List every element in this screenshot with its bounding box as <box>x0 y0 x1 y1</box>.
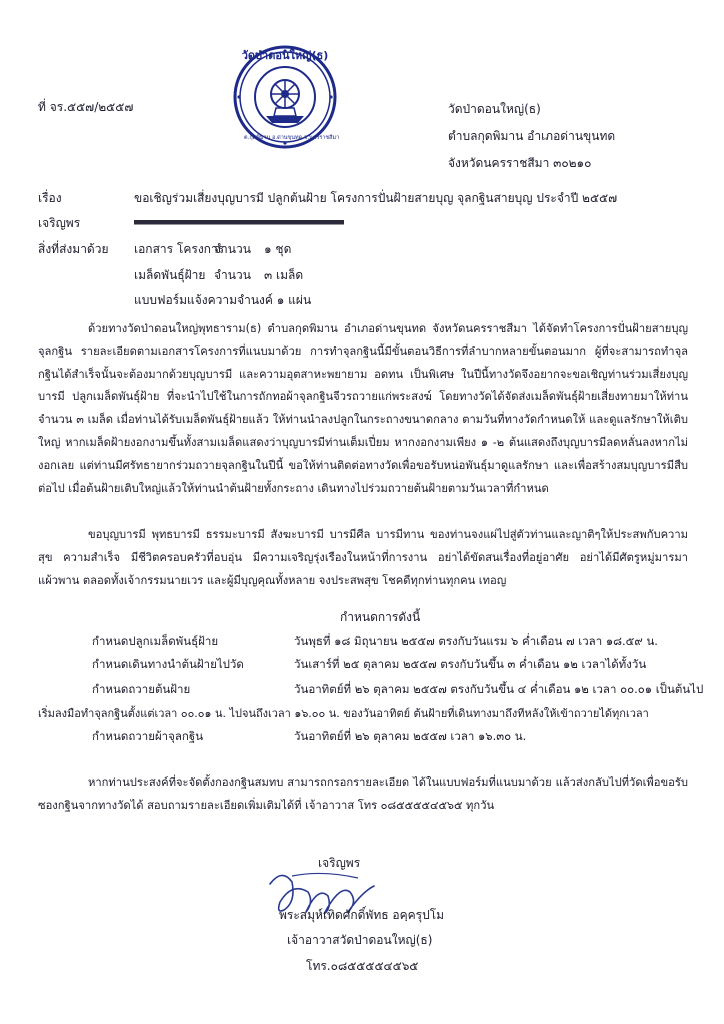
attachment-unit: จำนวน <box>214 242 251 256</box>
attachments-label: สิ่งที่ส่งมาด้วย <box>38 242 109 256</box>
subject-label: เรื่อง <box>38 191 62 205</box>
signature-greeting: เจริญพร <box>318 856 361 870</box>
sender-address-block <box>448 96 615 177</box>
attachment-unit: จำนวน <box>214 268 251 282</box>
schedule-item-value: วันอาทิตย์ที่ ๒๖ ตุลาคม ๒๕๕๗ ตรงกับวันขึ้น ๔ ค่ำเดือน ๑๒ เวลา ๐๐.๐๑ เป็นต้นไป <box>294 682 704 696</box>
body-paragraph-1: ด้วยทางวัดป่าดอนใหญ่พุทธาราม(ธ) ตำบลกุดพิมาน อำเภอด่านขุนทด จังหวัดนครราชสีมา ได้จัดทำโครงการปั่นฝ้ายสายบุญจุลกฐิน รายละเอียดตามเอกสารโครงการที่แนบมาด้วย การทำจุลกฐินนี้มีขั้นตอนวิธีการที่ลำบากหลายขั้นตอนมาก ผู้ที่จะสามารถทำจุลกฐินได้สำเร็จนั้นจะต้องมากด้วยบุญบารมี และความอุตสาหะพยายาม อดทน เป็นพิเศษ ในปีนี้ทางวัดจึงอยากจะขอเชิญท่านร่วมเสี่ยงบุญบารมี ปลูกเมล็ดพันธุ์ฝ้าย ที่จะนำไปใช้ในการถักทอผ้าจุลกฐินจีวรถวายแก่พระสงฆ์ โดยทางวัดได้จัดส่งเมล็ดพันธุ์ฝ้ายเสี่ยงทายมาให้ท่าน จำนวน ๓ เมล็ด เมื่อท่านได้รับเมล็ดพันธุ์ฝ้ายแล้ว ให้ท่านนำลงปลูกในกระถางขนาดกลาง ตามวันที่ทางวัดกำหนดให้ และดูแลรักษาให้เติบใหญ่ หากเมล็ดฝ้ายงอกงามขึ้นทั้งสามเมล็ดแสดงว่าบุญบารมีท่านเต็มเปี่ยม หากงอกงามเพียง ๑ -๒ ต้นแสดงถึงบุญบารมีลดหลั่นลงหากไม่งอกเลย แต่ท่านมีศรัทธายากร่วมถวายจุลกฐินในปีนี้ ขอให้ท่านติดต่อทางวัดเพื่อขอรับหน่อพันธุ์มาดูแลรักษา และเพื่อสร้างสมบุญบารมีสืบต่อไป เมื่อต้นฝ้ายเติบใหญ่แล้วให้ท่านนำต้นฝ้ายทั้งกระถาง เดินทางไปร่วมถวายต้นฝ้ายตามวันเวลาที่กำหนด <box>38 322 688 495</box>
subject-text: ขอเชิญร่วมเสี่ยงบุญบารมี ปลูกต้นฝ้าย โครงการปั่นฝ้ายสายบุญ จุลกฐินสายบุญ ประจำปี ๒๕๕๗ <box>134 191 618 205</box>
schedule-item-value: วันพุธที่ ๑๘ มิถุนายน ๒๕๕๗ ตรงกับวันแรม ๖ ค่ำเดือน ๗ เวลา ๑๘.๕๙ น. <box>294 634 658 648</box>
signer-title: เจ้าอาวาสวัดป่าดอนใหญ่(ธ) <box>287 933 433 947</box>
schedule-item-label: กำหนดปลูกเมล็ดพันธุ์ฝ้าย <box>92 634 219 648</box>
schedule-note: เริ่มลงมือทำจุลกฐินตั้งแต่เวลา ๐๐.๐๑ น. ไปจนถึงเวลา ๑๖.๐๐ น. ของวันอาทิตย์ ต้นฝ้ายที่เดินทางมาถึงทีหลังให้เข้าถวายได้ทุกเวลา <box>38 707 649 720</box>
schedule-title: กำหนดการดังนี้ <box>340 610 421 624</box>
schedule-item-label: กำหนดเดินทางนำต้นฝ้ายไปวัด <box>92 657 244 671</box>
signer-phone: โทร.๐๘๕๕๕๕๔๕๖๕ <box>306 959 419 973</box>
org-address-line2: จังหวัดนครราชสีมา ๓๐๒๑๐ <box>448 156 592 170</box>
to-label: เจริญพร <box>38 216 81 230</box>
closing-paragraph: หากท่านประสงค์ที่จะจัดตั้งกองกฐินสมทบ สามารถกรอกรายละเอียด ได้ในแบบฟอร์มที่แนบมาด้วย แล้วส่งกลับไปที่วัดเพื่อขอรับซองกฐินจากทางวัดได้ สอบถามรายละเอียดเพิ่มเติมได้ที่ เจ้าอาวาส โทร ๐๘๕๕๕๕๔๕๖๕ ทุกวัน <box>38 776 688 812</box>
document-number: ที่ จร.๕๕๗/๒๕๕๗ <box>38 100 134 114</box>
seal-ring-text: ต.กุดพิมาน อ.ด่านขุนทด จ.นครราชสีมา <box>244 135 340 141</box>
signer-name: พระสมุห์เทิดศักดิ์พัทธ อคฺครุปโม <box>279 908 445 922</box>
seal-title: วัดป่าดอนใหญ่(ธ) <box>241 49 329 62</box>
attachment-name: เอกสาร โครงการ <box>134 242 225 256</box>
redaction-bar <box>134 216 344 228</box>
org-name: วัดป่าดอนใหญ่(ธ) <box>448 102 541 116</box>
schedule-item-label: กำหนดถวายต้นฝ้าย <box>92 682 191 696</box>
attachment-name: แบบฟอร์มแจ้งความจำนงค์ ๑ แผ่น <box>134 293 312 307</box>
org-address-line1: ตำบลกุดพิมาน อำเภอด่านขุนทด <box>448 129 616 143</box>
schedule-item-value: วันเสาร์ที่ ๒๕ ตุลาคม ๒๕๕๗ ตรงกับวันขึ้น ๓ ค่ำเดือน ๑๒ เวลาได้ทั้งวัน <box>294 657 647 671</box>
attachment-name: เมล็ดพันธุ์ฝ้าย <box>134 268 206 282</box>
body-paragraph-2: ขอบุญบารมี พุทธบารมี ธรรมะบารมี สังฆะบารมี บารมีศีล บารมีทาน ของท่านจงแผ่ไปสู่ตัวท่านและญาติๆให้ประสพกับความสุข ความสำเร็จ มีชีวิตครอบครัวที่อบอุ่น มีความเจริญรุ่งเรืองในหน้าที่การงาน อย่าได้ขัดสนเรื่องที่อยู่อาศัย อย่าได้มีศัตรูหมู่มารมาแผ้วพาน ตลอดทั้งเจ้ากรรมนายเวร และผู้มีบุญคุณทั้งหลาย จงประสพสุข โชคดีทุกท่านทุกคน เทอญ <box>38 528 688 587</box>
to-recipient-redacted <box>134 214 344 228</box>
schedule-item-value: วันอาทิตย์ที่ ๒๖ ตุลาคม ๒๕๕๗ เวลา ๑๖.๓๐ น. <box>294 729 527 743</box>
attachment-qty: ๑ ชุด <box>264 242 292 256</box>
attachment-qty: ๓ เมล็ด <box>264 268 304 282</box>
schedule-item-label: กำหนดถวายผ้าจุลกฐิน <box>92 729 204 743</box>
